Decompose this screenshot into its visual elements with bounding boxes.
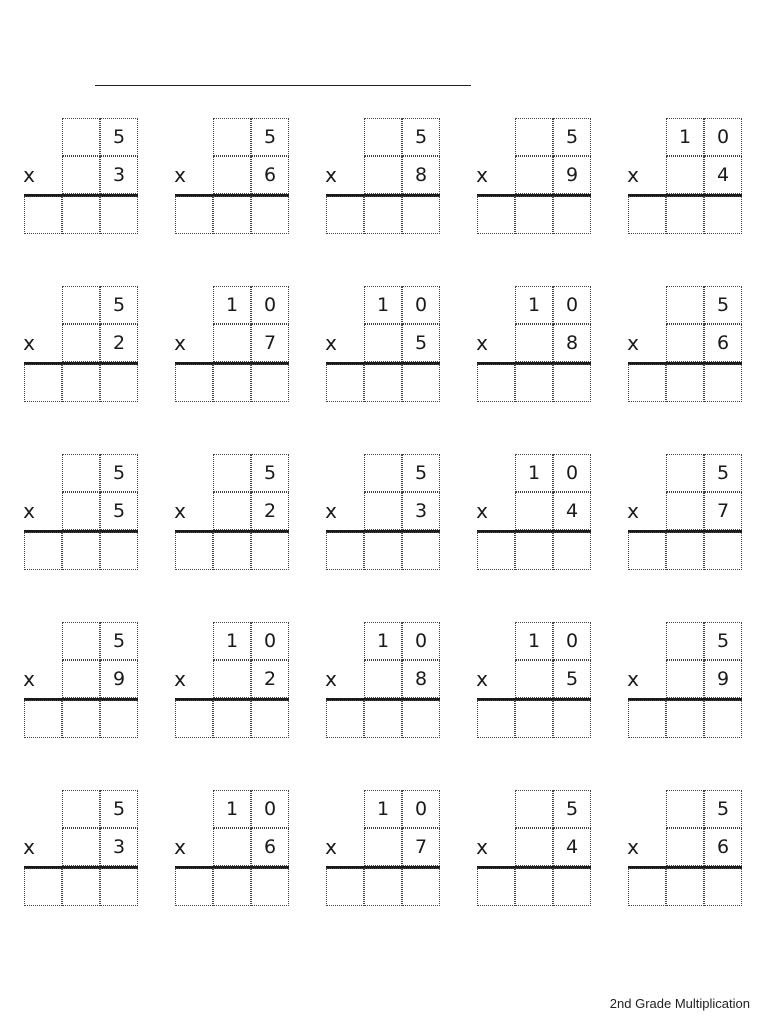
multiply-sign: x — [23, 835, 35, 859]
multiply-sign: x — [325, 667, 337, 691]
multiply-sign: x — [476, 163, 488, 187]
top-tens-digit — [364, 118, 402, 156]
top-ones-digit: 0 — [251, 790, 289, 828]
bottom-tens-digit — [62, 324, 100, 362]
top-ones-digit: 5 — [704, 790, 742, 828]
answer-ones-box[interactable] — [402, 364, 440, 402]
answer-ones-box[interactable] — [553, 868, 591, 906]
top-ones-digit: 5 — [704, 454, 742, 492]
answer-ones-box[interactable] — [100, 700, 138, 738]
bottom-tens-digit — [62, 828, 100, 866]
bottom-tens-digit — [364, 156, 402, 194]
top-ones-digit: 0 — [402, 286, 440, 324]
multiply-sign: x — [325, 835, 337, 859]
multiplication-problem — [161, 622, 291, 744]
answer-hundreds-box[interactable] — [24, 532, 62, 570]
answer-tens-box[interactable] — [62, 196, 100, 234]
multiply-sign: x — [23, 499, 35, 523]
multiplication-problem — [10, 286, 140, 408]
bottom-ones-digit: 2 — [251, 660, 289, 698]
bottom-ones-digit: 9 — [553, 156, 591, 194]
answer-ones-box[interactable] — [100, 532, 138, 570]
top-tens-digit: 1 — [666, 118, 704, 156]
bottom-ones-digit: 2 — [100, 324, 138, 362]
bottom-ones-digit: 3 — [100, 828, 138, 866]
multiplication-problem — [10, 790, 140, 912]
top-tens-digit — [62, 118, 100, 156]
top-tens-digit — [515, 790, 553, 828]
answer-hundreds-box[interactable] — [477, 868, 515, 906]
multiplication-problem — [10, 118, 140, 240]
bottom-ones-digit: 5 — [100, 492, 138, 530]
multiplication-problem — [463, 454, 593, 576]
answer-hundreds-box[interactable] — [477, 532, 515, 570]
top-ones-digit: 5 — [100, 286, 138, 324]
bottom-tens-digit — [62, 156, 100, 194]
top-tens-digit — [213, 454, 251, 492]
answer-hundreds-box[interactable] — [326, 532, 364, 570]
answer-tens-box[interactable] — [515, 700, 553, 738]
top-ones-digit: 5 — [704, 622, 742, 660]
footer-title: 2nd Grade Multiplication — [609, 996, 750, 1011]
bottom-ones-digit: 2 — [251, 492, 289, 530]
bottom-ones-digit: 5 — [553, 660, 591, 698]
top-ones-digit: 5 — [402, 118, 440, 156]
top-ones-digit: 5 — [402, 454, 440, 492]
multiplication-problem — [614, 118, 744, 240]
bottom-tens-digit — [666, 492, 704, 530]
top-tens-digit — [364, 454, 402, 492]
top-ones-digit: 0 — [251, 622, 289, 660]
answer-tens-box[interactable] — [666, 196, 704, 234]
bottom-ones-digit: 3 — [100, 156, 138, 194]
top-tens-digit — [666, 790, 704, 828]
answer-hundreds-box[interactable] — [477, 196, 515, 234]
answer-ones-box[interactable] — [553, 532, 591, 570]
top-tens-digit — [62, 286, 100, 324]
top-tens-digit: 1 — [515, 622, 553, 660]
multiplication-problem — [10, 454, 140, 576]
answer-tens-box[interactable] — [62, 868, 100, 906]
top-ones-digit: 0 — [402, 622, 440, 660]
multiplication-problem — [161, 286, 291, 408]
top-ones-digit: 0 — [402, 790, 440, 828]
multiplication-problem — [161, 118, 291, 240]
multiply-sign: x — [476, 835, 488, 859]
top-ones-digit: 5 — [100, 118, 138, 156]
answer-tens-box[interactable] — [213, 196, 251, 234]
bottom-tens-digit — [364, 492, 402, 530]
top-ones-digit: 5 — [100, 622, 138, 660]
bottom-ones-digit: 8 — [402, 156, 440, 194]
multiply-sign: x — [476, 667, 488, 691]
answer-tens-box[interactable] — [213, 532, 251, 570]
answer-hundreds-box[interactable] — [326, 196, 364, 234]
multiply-sign: x — [174, 163, 186, 187]
answer-hundreds-box[interactable] — [326, 364, 364, 402]
top-tens-digit: 1 — [213, 286, 251, 324]
answer-ones-box[interactable] — [704, 196, 742, 234]
bottom-tens-digit — [62, 660, 100, 698]
bottom-ones-digit: 5 — [402, 324, 440, 362]
top-ones-digit: 5 — [251, 118, 289, 156]
multiplication-problem — [312, 622, 442, 744]
answer-tens-box[interactable] — [213, 868, 251, 906]
top-ones-digit: 5 — [100, 790, 138, 828]
answer-ones-box[interactable] — [251, 196, 289, 234]
answer-hundreds-box[interactable] — [24, 868, 62, 906]
answer-tens-box[interactable] — [515, 196, 553, 234]
multiply-sign: x — [325, 163, 337, 187]
top-tens-digit — [62, 454, 100, 492]
answer-hundreds-box[interactable] — [175, 700, 213, 738]
top-tens-digit — [213, 118, 251, 156]
answer-tens-box[interactable] — [364, 532, 402, 570]
answer-tens-box[interactable] — [364, 868, 402, 906]
bottom-ones-digit: 6 — [251, 156, 289, 194]
bottom-ones-digit: 3 — [402, 492, 440, 530]
bottom-ones-digit: 4 — [553, 828, 591, 866]
bottom-ones-digit: 4 — [553, 492, 591, 530]
answer-hundreds-box[interactable] — [628, 196, 666, 234]
multiply-sign: x — [325, 331, 337, 355]
multiply-sign: x — [174, 331, 186, 355]
answer-hundreds-box[interactable] — [24, 196, 62, 234]
answer-ones-box[interactable] — [402, 700, 440, 738]
top-ones-digit: 0 — [251, 286, 289, 324]
multiplication-problem — [463, 790, 593, 912]
bottom-tens-digit — [213, 156, 251, 194]
bottom-ones-digit: 9 — [704, 660, 742, 698]
top-tens-digit — [515, 118, 553, 156]
bottom-ones-digit: 6 — [251, 828, 289, 866]
answer-ones-box[interactable] — [251, 868, 289, 906]
top-ones-digit: 0 — [553, 286, 591, 324]
answer-hundreds-box[interactable] — [24, 364, 62, 402]
bottom-tens-digit — [364, 660, 402, 698]
bottom-tens-digit — [364, 828, 402, 866]
multiplication-problem — [161, 790, 291, 912]
multiplication-problem — [463, 118, 593, 240]
top-tens-digit — [666, 286, 704, 324]
bottom-ones-digit: 7 — [704, 492, 742, 530]
top-tens-digit: 1 — [515, 454, 553, 492]
answer-ones-box[interactable] — [402, 532, 440, 570]
multiply-sign: x — [23, 163, 35, 187]
bottom-tens-digit — [515, 828, 553, 866]
multiplication-problem — [614, 790, 744, 912]
multiply-sign: x — [476, 499, 488, 523]
top-tens-digit — [62, 622, 100, 660]
answer-hundreds-box[interactable] — [628, 364, 666, 402]
multiplication-problem — [312, 790, 442, 912]
multiplication-problem — [463, 622, 593, 744]
answer-hundreds-box[interactable] — [628, 868, 666, 906]
answer-ones-box[interactable] — [402, 196, 440, 234]
top-tens-digit: 1 — [364, 790, 402, 828]
answer-tens-box[interactable] — [515, 364, 553, 402]
multiplication-problem — [614, 454, 744, 576]
multiplication-problem — [161, 454, 291, 576]
answer-ones-box[interactable] — [100, 196, 138, 234]
answer-tens-box[interactable] — [213, 700, 251, 738]
bottom-ones-digit: 6 — [704, 324, 742, 362]
multiplication-problem — [312, 118, 442, 240]
answer-ones-box[interactable] — [251, 364, 289, 402]
top-tens-digit — [666, 622, 704, 660]
bottom-ones-digit: 8 — [553, 324, 591, 362]
answer-tens-box[interactable] — [515, 532, 553, 570]
answer-tens-box[interactable] — [62, 364, 100, 402]
multiplication-problem — [312, 286, 442, 408]
multiplication-problem — [614, 286, 744, 408]
multiply-sign: x — [23, 667, 35, 691]
answer-ones-box[interactable] — [251, 532, 289, 570]
bottom-tens-digit — [666, 324, 704, 362]
multiply-sign: x — [476, 331, 488, 355]
bottom-ones-digit: 4 — [704, 156, 742, 194]
bottom-ones-digit: 8 — [402, 660, 440, 698]
answer-tens-box[interactable] — [364, 364, 402, 402]
bottom-tens-digit — [515, 492, 553, 530]
name-line — [95, 85, 471, 86]
answer-ones-box[interactable] — [704, 700, 742, 738]
top-ones-digit: 5 — [251, 454, 289, 492]
top-ones-digit: 0 — [553, 454, 591, 492]
top-ones-digit: 5 — [704, 286, 742, 324]
top-ones-digit: 0 — [704, 118, 742, 156]
top-tens-digit: 1 — [364, 622, 402, 660]
bottom-tens-digit — [213, 660, 251, 698]
multiply-sign: x — [23, 331, 35, 355]
answer-hundreds-box[interactable] — [24, 700, 62, 738]
answer-tens-box[interactable] — [515, 868, 553, 906]
answer-ones-box[interactable] — [553, 364, 591, 402]
answer-hundreds-box[interactable] — [175, 868, 213, 906]
answer-tens-box[interactable] — [666, 700, 704, 738]
answer-hundreds-box[interactable] — [175, 532, 213, 570]
bottom-ones-digit: 9 — [100, 660, 138, 698]
top-tens-digit — [666, 454, 704, 492]
answer-ones-box[interactable] — [704, 364, 742, 402]
top-ones-digit: 0 — [553, 622, 591, 660]
answer-tens-box[interactable] — [213, 364, 251, 402]
multiply-sign: x — [627, 667, 639, 691]
answer-tens-box[interactable] — [364, 196, 402, 234]
answer-ones-box[interactable] — [100, 364, 138, 402]
multiply-sign: x — [174, 667, 186, 691]
bottom-tens-digit — [62, 492, 100, 530]
multiply-sign: x — [627, 499, 639, 523]
answer-hundreds-box[interactable] — [175, 364, 213, 402]
bottom-tens-digit — [666, 828, 704, 866]
answer-tens-box[interactable] — [666, 532, 704, 570]
answer-hundreds-box[interactable] — [326, 700, 364, 738]
answer-ones-box[interactable] — [704, 868, 742, 906]
multiplication-problem — [10, 622, 140, 744]
top-tens-digit: 1 — [515, 286, 553, 324]
bottom-tens-digit — [213, 828, 251, 866]
multiply-sign: x — [627, 163, 639, 187]
bottom-tens-digit — [515, 324, 553, 362]
answer-hundreds-box[interactable] — [477, 364, 515, 402]
multiply-sign: x — [174, 835, 186, 859]
top-ones-digit: 5 — [100, 454, 138, 492]
bottom-tens-digit — [364, 324, 402, 362]
answer-ones-box[interactable] — [553, 700, 591, 738]
multiply-sign: x — [627, 835, 639, 859]
answer-tens-box[interactable] — [62, 700, 100, 738]
multiply-sign: x — [325, 499, 337, 523]
answer-ones-box[interactable] — [553, 196, 591, 234]
bottom-ones-digit: 7 — [251, 324, 289, 362]
bottom-tens-digit — [515, 156, 553, 194]
answer-tens-box[interactable] — [666, 868, 704, 906]
answer-tens-box[interactable] — [364, 700, 402, 738]
answer-ones-box[interactable] — [704, 532, 742, 570]
answer-hundreds-box[interactable] — [628, 532, 666, 570]
multiplication-problem — [312, 454, 442, 576]
multiply-sign: x — [174, 499, 186, 523]
answer-hundreds-box[interactable] — [175, 196, 213, 234]
bottom-tens-digit — [213, 324, 251, 362]
answer-hundreds-box[interactable] — [628, 700, 666, 738]
bottom-ones-digit: 6 — [704, 828, 742, 866]
top-tens-digit — [62, 790, 100, 828]
answer-tens-box[interactable] — [666, 364, 704, 402]
bottom-ones-digit: 7 — [402, 828, 440, 866]
bottom-tens-digit — [515, 660, 553, 698]
answer-ones-box[interactable] — [251, 700, 289, 738]
answer-ones-box[interactable] — [100, 868, 138, 906]
top-tens-digit: 1 — [213, 790, 251, 828]
multiply-sign: x — [627, 331, 639, 355]
bottom-tens-digit — [666, 660, 704, 698]
answer-hundreds-box[interactable] — [326, 868, 364, 906]
multiplication-problem — [614, 622, 744, 744]
bottom-tens-digit — [213, 492, 251, 530]
multiplication-problem — [463, 286, 593, 408]
answer-tens-box[interactable] — [62, 532, 100, 570]
bottom-tens-digit — [666, 156, 704, 194]
top-ones-digit: 5 — [553, 790, 591, 828]
top-tens-digit: 1 — [364, 286, 402, 324]
top-tens-digit: 1 — [213, 622, 251, 660]
top-ones-digit: 5 — [553, 118, 591, 156]
answer-ones-box[interactable] — [402, 868, 440, 906]
answer-hundreds-box[interactable] — [477, 700, 515, 738]
